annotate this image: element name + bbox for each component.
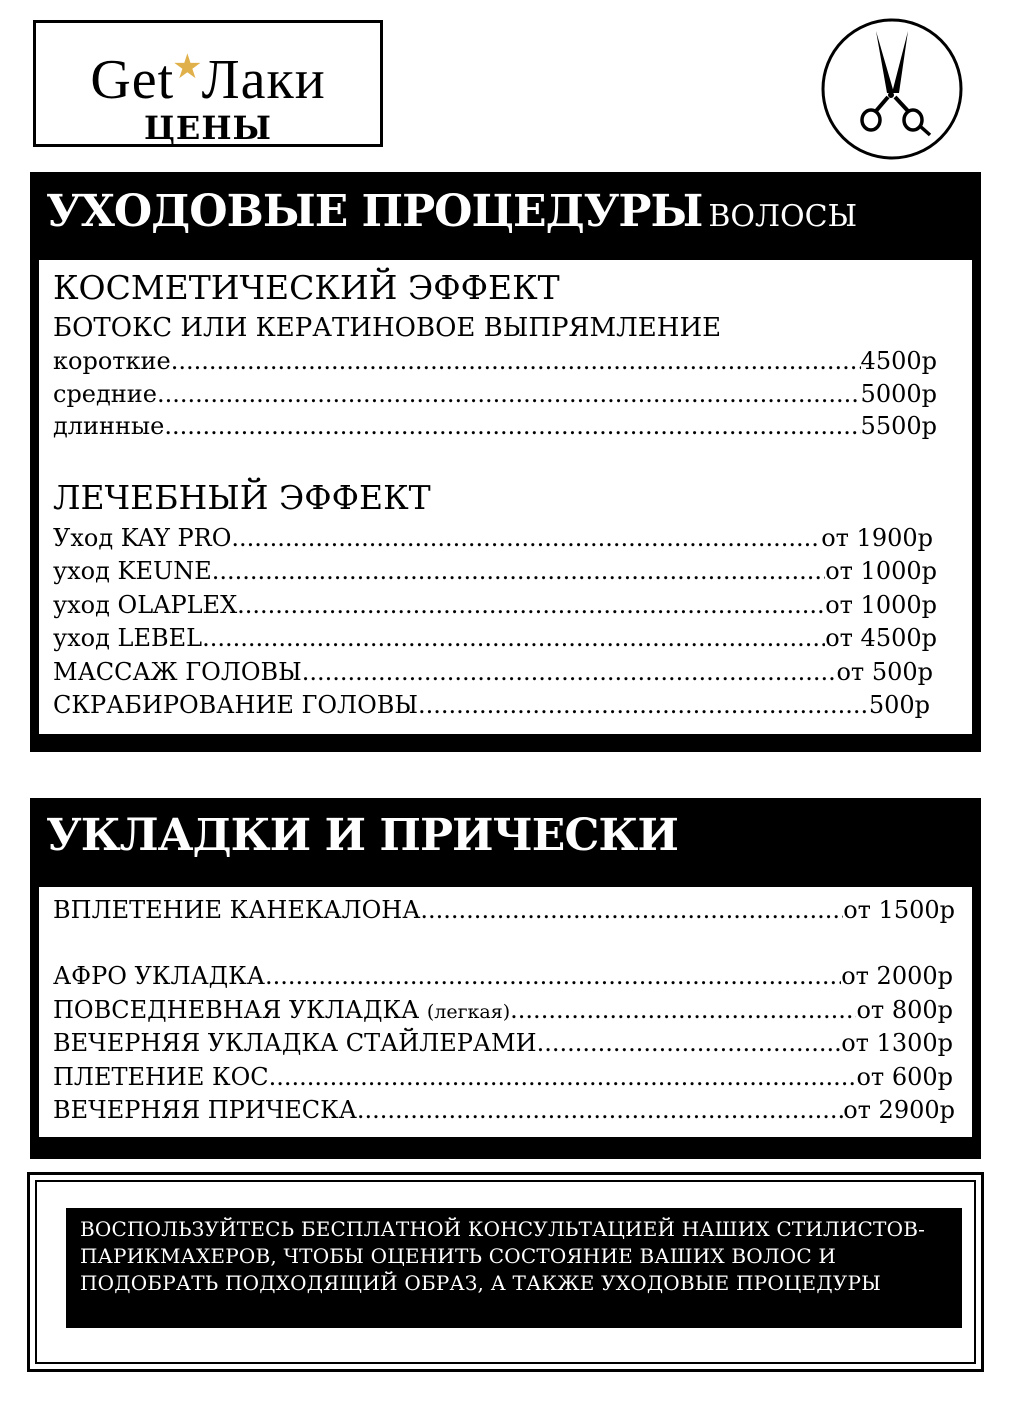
price-row (53, 557, 937, 585)
leader-dots (212, 557, 825, 585)
service-price: 5000р (860, 380, 937, 408)
leader-dots (202, 624, 825, 652)
leader-dots (510, 996, 856, 1024)
service-label: длинные (53, 412, 165, 440)
service-price: от 500р (836, 658, 933, 686)
service-label: ВЕЧЕРНЯЯ УКЛАДКА СТАЙЛЕРАМИ (53, 1029, 537, 1057)
service-price: 4500р (860, 347, 937, 375)
service-label: уход KEUNE (53, 557, 212, 585)
leader-dots (418, 691, 869, 719)
leader-dots (302, 658, 837, 686)
service-label: ПЛЕТЕНИЕ КОС (53, 1063, 269, 1091)
price-row (53, 691, 930, 719)
service-label: уход LEBEL (53, 624, 203, 652)
logo-wordmark (36, 37, 380, 111)
consultation-line-2: ПАРИКМАХЕРОВ, ЧТОБЫ ОЦЕНИТЬ СОСТОЯНИЕ ВАШИХ ВОЛОС И (80, 1244, 837, 1268)
price-row (53, 658, 933, 686)
price-row (53, 591, 937, 619)
price-row (53, 380, 937, 408)
service-label-note: (легкая) (426, 1001, 511, 1023)
consultation-line-1: ВОСПОЛЬЗУЙТЕСЬ БЕСПЛАТНОЙ КОНСУЛЬТАЦИЕЙ НАШИХ СТИЛИСТОВ- (80, 1217, 926, 1241)
styling-section (30, 798, 981, 1159)
service-label: короткие (53, 347, 171, 375)
service-price: от 2000р (841, 962, 953, 990)
service-label: АФРО УКЛАДКА (53, 962, 265, 990)
service-label: ВЕЧЕРНЯЯ ПРИЧЕСКА (53, 1096, 357, 1124)
service-price: от 600р (856, 1063, 953, 1091)
leader-dots (237, 591, 825, 619)
leader-dots (420, 896, 843, 924)
leader-dots (269, 1063, 857, 1091)
price-row (53, 996, 953, 1024)
price-row (53, 1096, 955, 1124)
service-price: 500р (868, 691, 930, 719)
price-row (53, 347, 937, 375)
leader-dots (231, 524, 821, 552)
logo-get: Get (90, 49, 175, 111)
styling-section-title: УКЛАДКИ И ПРИЧЕСКИ (46, 810, 678, 861)
care-section-title (30, 172, 981, 247)
service-label: уход OLAPLEX (53, 591, 238, 619)
care-title-main: УХОДОВЫЕ ПРОЦЕДУРЫ (46, 186, 703, 237)
price-row (53, 1029, 953, 1057)
leader-dots (157, 380, 861, 408)
service-price: от 2900р (843, 1096, 955, 1124)
price-row (53, 962, 953, 990)
price-row (53, 524, 933, 552)
cosmetic-heading: КОСМЕТИЧЕСКИЙ ЭФФЕКТ (53, 268, 560, 307)
leader-dots (171, 347, 861, 375)
styling-price-list (39, 887, 972, 1137)
leader-dots (164, 412, 860, 440)
star-icon: ★ (172, 49, 204, 86)
prices-subtitle: ЦЕНЫ (144, 109, 272, 147)
care-title-small: ВОЛОСЫ (708, 199, 858, 234)
service-price: от 4500р (825, 624, 937, 652)
consultation-line-3: ПОДОБРАТЬ ПОДХОДЯЩИЙ ОБРАЗ, А ТАКЖЕ УХОДОВЫЕ ПРОЦЕДУРЫ (80, 1271, 882, 1295)
price-row (53, 1063, 953, 1091)
service-label: средние (53, 380, 157, 408)
consultation-note (66, 1208, 962, 1328)
logo-box (33, 20, 383, 147)
care-price-list (39, 260, 972, 734)
service-price: от 1300р (841, 1029, 953, 1057)
service-price: 5500р (860, 412, 937, 440)
logo-laki: Лаки (201, 49, 326, 111)
leader-dots (265, 962, 841, 990)
leader-dots (537, 1029, 842, 1057)
service-label-main: ПОВСЕДНЕВНАЯ УКЛАДКА (53, 996, 420, 1024)
price-row (53, 412, 937, 440)
service-price: от 800р (856, 996, 953, 1024)
service-label: Уход KAY PRO (53, 524, 232, 552)
service-label: МАССАЖ ГОЛОВЫ (53, 658, 302, 686)
scissors-icon (820, 17, 964, 161)
service-label (53, 996, 510, 1024)
service-price: от 1000р (825, 591, 937, 619)
price-row (53, 896, 955, 924)
leader-dots (357, 1096, 843, 1124)
price-row (53, 624, 937, 652)
treatment-heading: ЛЕЧЕБНЫЙ ЭФФЕКТ (53, 478, 431, 517)
cosmetic-subheading: БОТОКС ИЛИ КЕРАТИНОВОЕ ВЫПРЯМЛЕНИЕ (53, 313, 722, 343)
footer-frame (27, 1172, 984, 1372)
service-label: ВПЛЕТЕНИЕ КАНЕКАЛОНА (53, 896, 421, 924)
service-price: от 1900р (821, 524, 933, 552)
service-price: от 1000р (825, 557, 937, 585)
care-section (30, 172, 981, 752)
service-label: СКРАБИРОВАНИЕ ГОЛОВЫ (53, 691, 418, 719)
service-price: от 1500р (843, 896, 955, 924)
